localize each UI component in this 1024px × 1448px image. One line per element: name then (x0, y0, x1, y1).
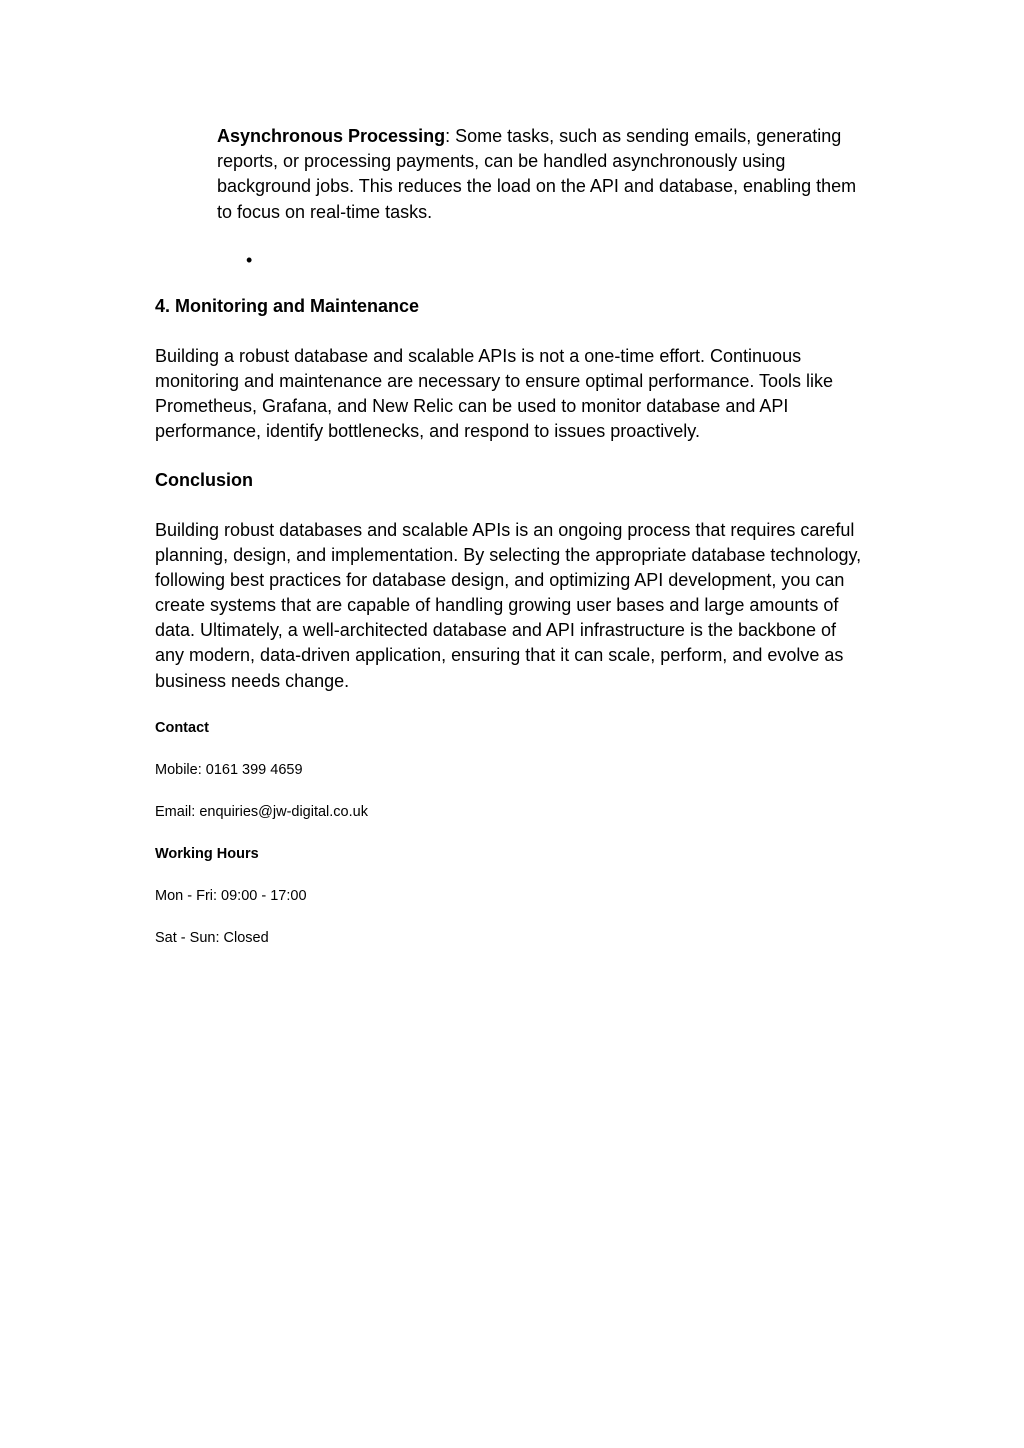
contact-mobile: Mobile: 0161 399 4659 (155, 762, 303, 778)
monitoring-heading: 4. Monitoring and Maintenance (155, 296, 420, 316)
monitoring-paragraph: Building a robust database and scalable APIs is not a one-time effort. Continuous monitoring and maintenance are necessary to ensure optimal performance. Tools like Prometheus, Grafana, and New Relic can be used to monitor database and API performance, identify bottlenecks, and respond to issues proactively. (155, 346, 834, 442)
async-processing-term: Asynchronous Processing (217, 126, 446, 146)
async-processing-text: : Some tasks, such as sending emails, generating reports, or processing payments, can be handled asynchronously using background jobs. This reduces the load on the API and database, enabling them to focus on real-time tasks. (217, 126, 857, 222)
working-hours-weekend: Sat - Sun: Closed (155, 930, 269, 946)
conclusion-paragraph: Building robust databases and scalable APIs is an ongoing process that requires careful planning, design, and implementation. By selecting the appropriate database technology, following best practices for database design, and optimizing API development, you can create systems that are capable of handling growing user bases and large amounts of data. Ultimately, a well-architected database and API infrastructure is the backbone of any modern, data-driven application, ensuring that it can scale, perform, and evolve as business needs change. (155, 520, 862, 691)
contact-email: Email: enquiries@jw-digital.co.uk (155, 804, 368, 820)
contact-heading: Contact (155, 720, 209, 736)
empty-bullet: • (246, 250, 253, 270)
conclusion-heading: Conclusion (155, 470, 253, 490)
async-processing-paragraph (217, 124, 857, 225)
working-hours-heading: Working Hours (155, 846, 259, 862)
working-hours-weekdays: Mon - Fri: 09:00 - 17:00 (155, 888, 307, 904)
